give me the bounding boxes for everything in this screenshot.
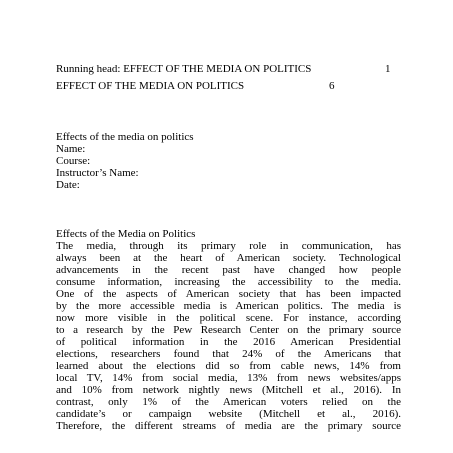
name-field: Name: xyxy=(56,143,86,155)
short-title-header: EFFECT OF THE MEDIA ON POLITICS xyxy=(56,80,245,92)
body-line: advancements in the recent past have changed how people xyxy=(56,264,401,276)
course-field: Course: xyxy=(56,155,91,167)
body-line: by the more accessible media is American politics. The media is xyxy=(56,300,401,312)
instructor-field: Instructor’s Name: xyxy=(56,167,139,179)
body-line: consume information, increasing the accessibility to the media. xyxy=(56,276,401,288)
body-line: always been at the heart of American society. Technological xyxy=(56,252,401,264)
body-text xyxy=(56,228,401,432)
body-line: of political information in the 2016 American Presidential xyxy=(56,336,401,348)
title-block xyxy=(56,131,194,191)
date-field: Date: xyxy=(56,179,80,191)
body-line: candidate’s or campaign website (Mitchell et al., 2016). xyxy=(56,408,401,420)
body-line: Therefore, the different streams of media are the primary source xyxy=(56,420,401,432)
body-line: elections, researchers found that 24% of the Americans that xyxy=(56,348,401,360)
body-line: to a research by the Pew Research Center on the primary source xyxy=(56,324,401,336)
body-line: contrast, only 1% of the American voters relied on the xyxy=(56,396,401,408)
body-line: One of the aspects of American society that has been impacted xyxy=(56,288,401,300)
running-head: Running head: EFFECT OF THE MEDIA ON POLITICS xyxy=(56,63,312,75)
short-title-page-number: 6 xyxy=(329,80,335,92)
body-line: The media, through its primary role in communication, has xyxy=(56,240,401,252)
paper-title: Effects of the media on politics xyxy=(56,131,194,143)
body-line: now more visible in the political scene. For instance, according xyxy=(56,312,401,324)
body-line: learned about the elections did so from cable news, 14% from xyxy=(56,360,401,372)
body-line: local TV, 14% from social media, 13% from news websites/apps xyxy=(56,372,401,384)
body-line: and 10% from network nightly news (Mitchell et al., 2016). In xyxy=(56,384,401,396)
page-number: 1 xyxy=(385,63,391,75)
section-heading: Effects of the Media on Politics xyxy=(56,228,196,240)
